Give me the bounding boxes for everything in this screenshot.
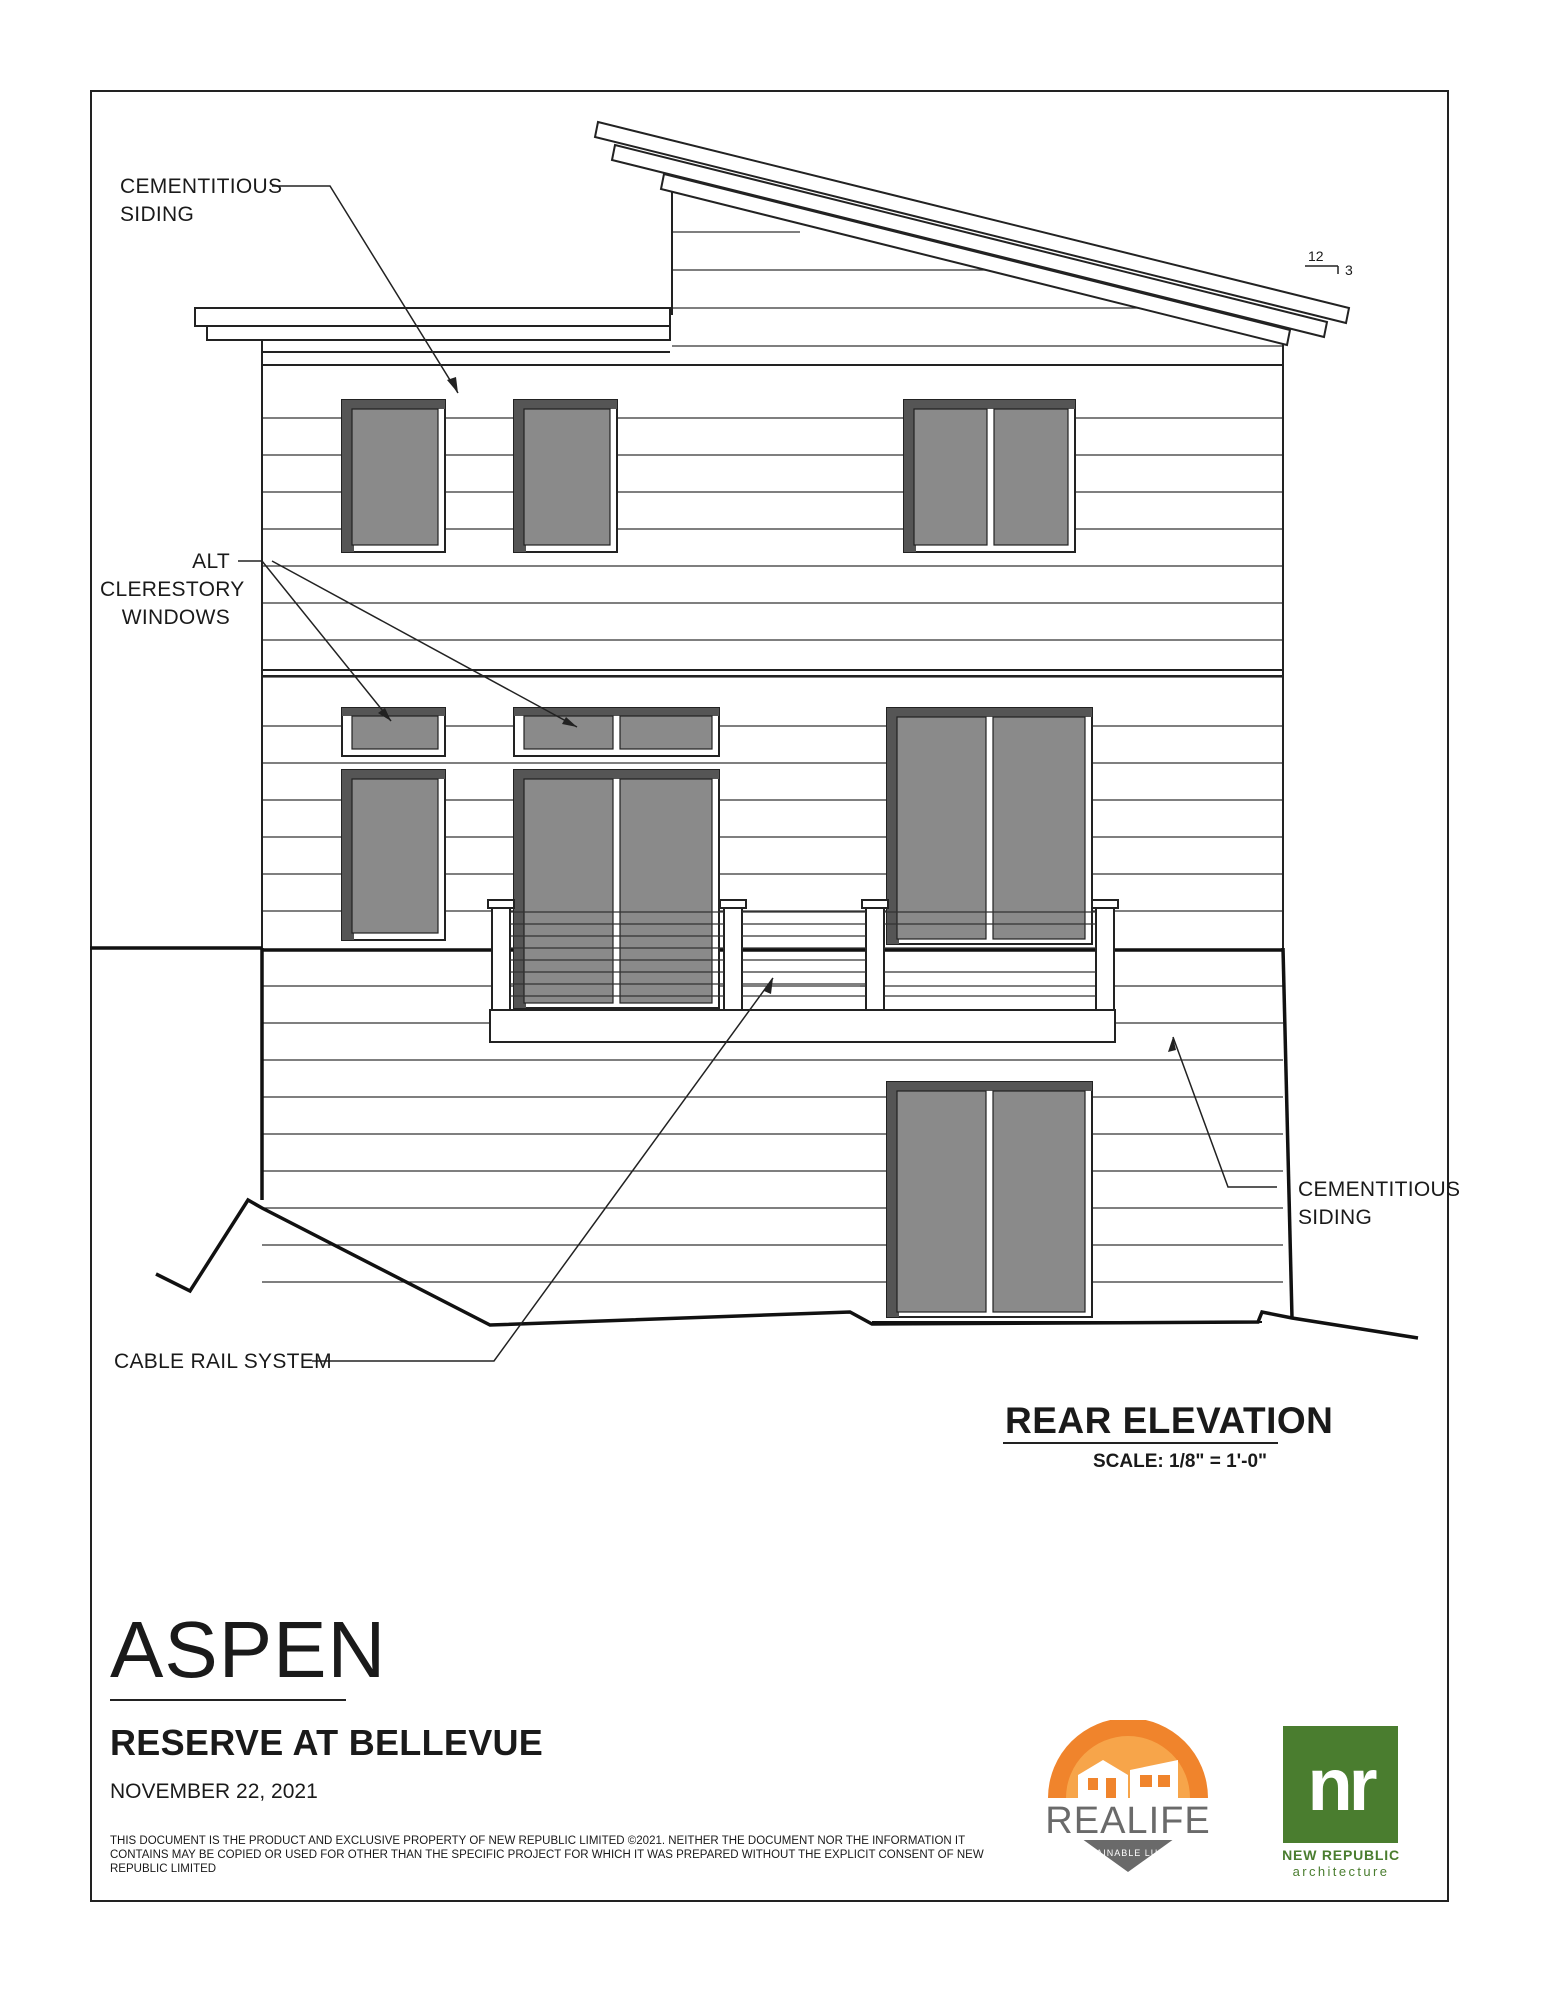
project-date: NOVEMBER 22, 2021 — [110, 1780, 318, 1803]
pitch-rise: 3 — [1345, 262, 1353, 278]
realife-logo — [1018, 1720, 1238, 1875]
door-lower-right — [887, 1082, 1092, 1317]
nr-name: NEW REPUBLIC — [1282, 1847, 1400, 1863]
window-upper-3 — [904, 400, 1075, 552]
project-community: RESERVE AT BELLEVUE — [110, 1722, 544, 1763]
grade-line — [156, 1200, 1418, 1338]
shed-roof — [595, 122, 1349, 345]
clerestory-2 — [514, 708, 719, 756]
left-roof — [195, 308, 670, 365]
disclaimer: THIS DOCUMENT IS THE PRODUCT AND EXCLUSIVE PROPERTY OF NEW REPUBLIC LIMITED ©2021. NEITHER THE DOCUMENT NOR THE INFORMATION IT CONTAINS MAY BE COPIED OR USED FOR OTHER THAN THE SPECIFIC PROJECT FOR WHICH IT WAS PREPARED WITHOUT THE EXPLICIT CONSENT OF NEW REPUBLIC LIMITED — [110, 1835, 984, 1875]
realife-tagline: SUSTAINABLE LUXURY — [1068, 1848, 1188, 1858]
nr-logo — [1283, 1726, 1398, 1843]
realife-word: REALIFE — [1045, 1800, 1211, 1842]
window-upper-1 — [342, 400, 445, 552]
pitch-symbol — [1305, 266, 1338, 274]
window-middle-left — [342, 770, 445, 940]
view-title: REAR ELEVATION — [1005, 1400, 1334, 1441]
clerestory-label: ALT CLERESTORY WINDOWS — [100, 550, 245, 629]
nr-sub: architecture — [1292, 1864, 1390, 1879]
view-scale: SCALE: 1/8" = 1'-0" — [1093, 1451, 1268, 1472]
door-middle-right — [887, 708, 1092, 944]
window-upper-2 — [514, 400, 617, 552]
siding-right-label: CEMENTITIOUS SIDING — [1298, 1178, 1461, 1229]
clerestory-1 — [342, 708, 445, 756]
cable-rail-label: CABLE RAIL SYSTEM — [114, 1350, 332, 1373]
project-name: ASPEN — [110, 1605, 387, 1694]
windows — [342, 400, 1092, 1317]
siding-top-label: CEMENTITIOUS SIDING — [120, 175, 283, 226]
pitch-run: 12 — [1308, 248, 1324, 264]
nr-letters: nr — [1307, 1742, 1374, 1826]
